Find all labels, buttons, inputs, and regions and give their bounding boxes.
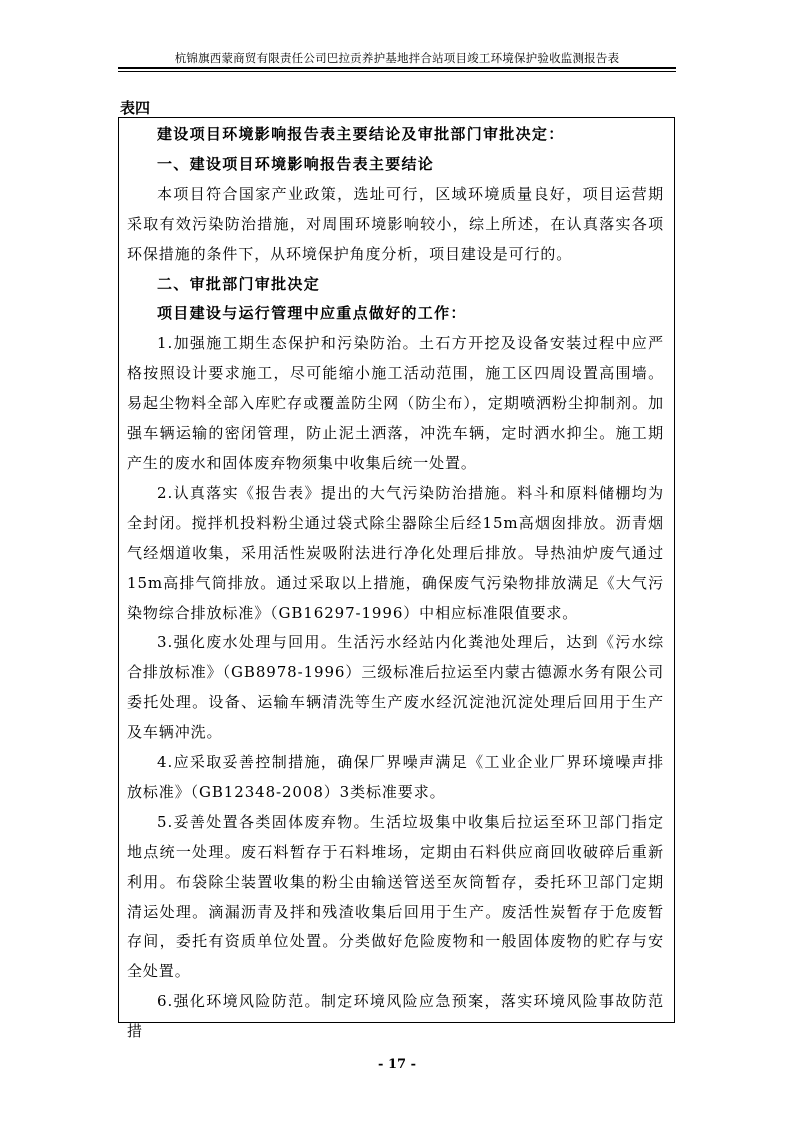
item-2: 2.认真落实《报告表》提出的大气污染防治措施。料斗和原料储棚均为全封闭。搅拌机投料粉尘通过袋式除尘器除尘后经15m高烟囱排放。沥青烟气经烟道收集，采用活性炭吸附法进行净化处理后排放。导热油炉废气通过15m高排气筒排放。通过采取以上措施，确保废气污染物排放满足《大气污染物综合排放标准》（GB16297-1996）中相应标准限值要求。	[127, 483, 664, 622]
part1-body: 本项目符合国家产业政策，选址可行，区域环境质量良好，项目运营期采取有效污染防治措施，对周围环境影响较小，综上所述，在认真落实各项环保措施的条件下，从环境保护角度分析，项目建设是可行的。	[127, 184, 664, 263]
page-header: 杭锦旗西蒙商贸有限责任公司巴拉贡养护基地拌合站项目竣工环境保护验收监测报告表	[174, 51, 620, 65]
part2-intro: 项目建设与运行管理中应重点做好的工作：	[157, 304, 467, 323]
item-3: 3.强化废水处理与回用。生活污水经站内化粪池处理后，达到《污水综合排放标准》（GB8978-1996）三级标准后拉运至内蒙古德源水务有限公司委托处理。设备、运输车辆清洗等生产废水经沉淀池沉淀处理后回用于生产及车辆冲洗。	[127, 633, 664, 742]
content-box	[118, 117, 675, 1041]
part2-title: 二、审批部门审批决定	[157, 274, 321, 293]
header-rule-thin	[118, 71, 676, 72]
item-4: 4.应采取妥善控制措施，确保厂界噪声满足《工业企业厂界环境噪声排放标准》（GB12348-2008）3类标准要求。	[127, 753, 664, 801]
page-number: - 17 -	[378, 1057, 416, 1072]
item-6: 6.强化环境风险防范。制定环境风险应急预案，落实环境风险事故防范措	[127, 992, 664, 1041]
section-heading: 建设项目环境影响报告表主要结论及审批部门审批决定：	[157, 125, 565, 143]
content-body	[127, 120, 664, 1047]
table-label: 表四	[120, 99, 151, 117]
header-rule-thick	[118, 67, 676, 69]
item-1: 1.加强施工期生态保护和污染防治。土石方开挖及设备安装过程中应严格按照设计要求施工，尽可能缩小施工活动范围，施工区四周设置高围墙。易起尘物料全部入库贮存或覆盖防尘网（防尘布），定期喷洒粉尘抑制剂。加强车辆运输的密闭管理，防止泥土洒落，冲洗车辆，定时洒水抑尘。施工期产生的废水和固体废弃物须集中收集后统一处置。	[127, 334, 664, 472]
item-5: 5.妥善处置各类固体废弃物。生活垃圾集中收集后拉运至环卫部门指定地点统一处理。废石料暂存于石料堆场，定期由石料供应商回收破碎后重新利用。布袋除尘装置收集的粉尘由输送管送至灰筒暂存，委托环卫部门定期清运处理。滴漏沥青及拌和残渣收集后回用于生产。废活性炭暂存于危废暂存间，委托有资质单位处置。分类做好危险废物和一般固体废物的贮存与安全处置。	[127, 812, 664, 981]
part1-title: 一、建设项目环境影响报告表主要结论	[157, 154, 435, 173]
